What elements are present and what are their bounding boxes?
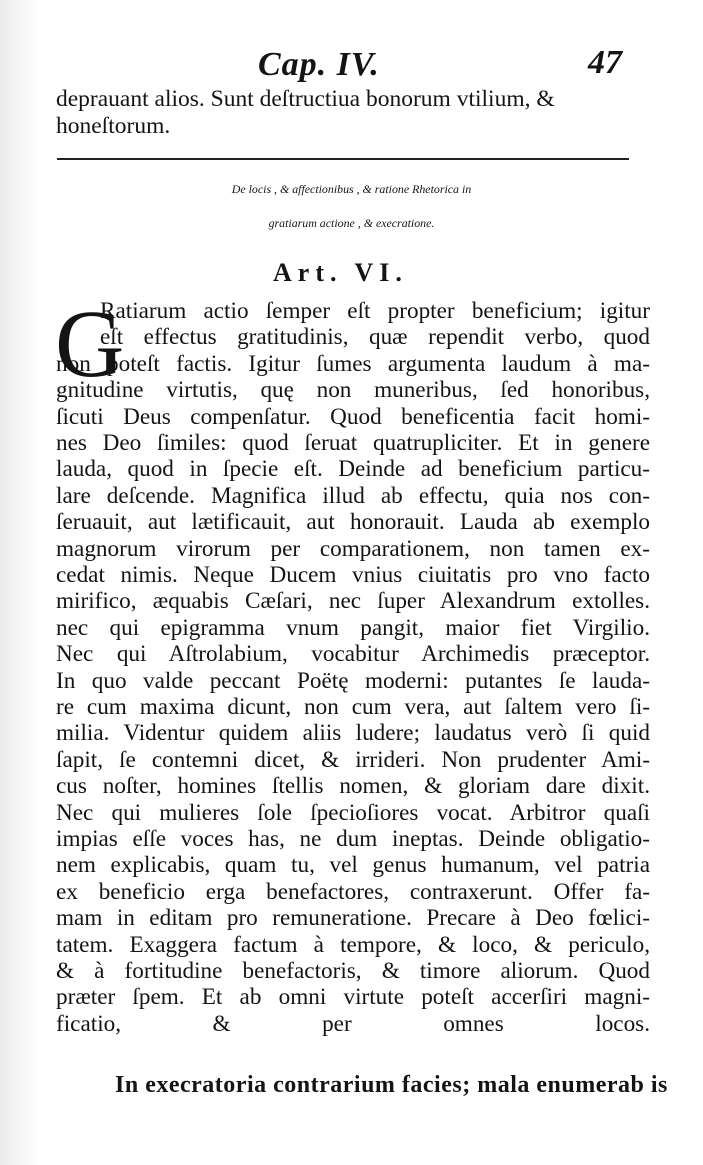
carryover-line: honeſtorum. [56,113,171,139]
body-line: milia. Videntur quidem aliis ludere; laudatus verò ſi quid [56,720,650,747]
section-title-line-2: gratiarum actione , & execratione. [268,216,435,230]
body-line: impias eſſe voces has, ne dum ineptas. Deinde obligatio- [56,826,650,852]
article-heading: Art. VI. [273,258,408,287]
section-title-line-1: De locis , & affectionibus , & ratione Rhetorica in [231,182,472,196]
body-line: re cum maxima dicunt, non cum vera, aut ſaltem vero ſi- [56,694,650,720]
body-line: lare deſcende. Magnifica illud ab effectu, quia nos con- [56,482,650,509]
body-line: Ratiarum actio ſemper eſt propter beneficium; igitur [100,298,650,324]
body-line: ſicuti Deus compenſatur. Quod beneficentia facit homi- [56,403,650,430]
body-line: mam in editam pro remuneratione. Precare à Deo fœlici- [56,905,650,932]
body-line: Nec qui Aſtrolabium, vocabitur Archimedis præceptor. [56,641,650,668]
page-edge-shadow [0,0,40,1165]
body-line: ſapit, ſe contemni dicet, & irrideri. Non prudenter Ami- [56,746,650,773]
body-line: ex beneficio erga benefactores, contraxerunt. Offer fa- [56,878,650,905]
body-line: cus noſter, homines ſtellis nomen, & gloriam dare dixit. [56,773,650,800]
body-line: nem explicabis, quam tu, vel genus humanum, vel patria [56,852,650,879]
section-divider [57,158,629,160]
body-line: præter ſpem. Et ab omni virtute poteſt accerſiri magni- [56,984,650,1011]
body-line: & à fortitudine benefactoris, & timore aliorum. Quod [56,958,650,984]
drop-cap: G [55,290,125,397]
body-line: lauda, quod in ſpecie eſt. Deinde ad beneficium particu- [56,456,650,483]
running-head: Cap. IV. [258,46,380,83]
body-line: cedat nimis. Neque Ducem vnius ciuitatis pro vno facto [56,562,650,588]
body-line: eſt effectus gratitudinis, quæ rependit verbo, quod [100,324,650,351]
closing-line: In execratoria contrarium facies; mala enumerab is [115,1072,668,1098]
body-line: Nec qui mulieres ſole ſpecioſiores vocat. Arbitror quaſi [56,799,650,826]
body-line: non poteſt factis. Igitur ſumes argumenta laudum à ma- [56,350,650,377]
body-line: ſeruauit, aut lætificauit, aut honorauit. Lauda ab exemplo [56,509,650,536]
body-line: gnitudine virtutis, quę non muneribus, ſed honoribus, [56,377,650,404]
page-number: 47 [588,44,622,81]
body-line: In quo valde peccant Poëtę moderni: putantes ſe lauda- [56,667,650,694]
body-line: mirifico, æquabis Cæſari, nec ſuper Alexandrum extolles. [56,588,650,615]
body-line: nec qui epigramma vnum pangit, maior fiet Virgilio. [56,614,650,641]
body-line: tatem. Exaggera factum à tempore, & loco, & periculo, [56,931,650,958]
body-line: nes Deo ſimiles: quod ſeruat quatrupliciter. Et in genere [56,430,650,456]
body-line: magnorum virorum per comparationem, non tamen ex- [56,535,650,562]
carryover-line: deprauant alios. Sunt deſtructiua bonorum vtilium, & [56,86,555,112]
body-line: ficatio, & per omnes locos. [56,1010,650,1037]
